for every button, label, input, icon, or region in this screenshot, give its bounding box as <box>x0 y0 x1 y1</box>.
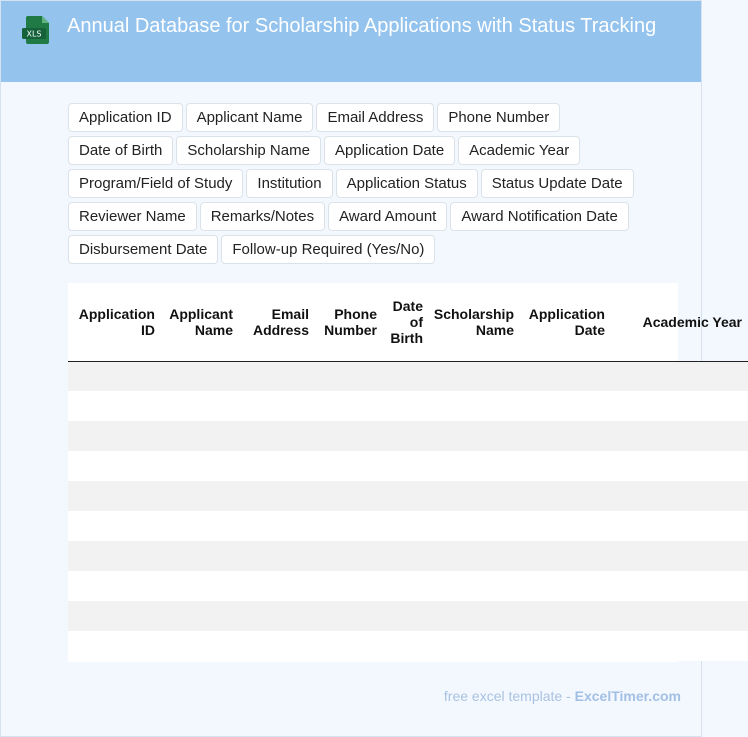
column-header: Application Date <box>520 283 611 361</box>
table-cell <box>315 631 383 661</box>
table-cell <box>315 421 383 451</box>
table-cell <box>161 481 239 511</box>
table-cell <box>68 631 161 661</box>
table-cell <box>161 421 239 451</box>
field-chip: Remarks/Notes <box>200 202 325 231</box>
table-cell <box>611 421 748 451</box>
table-cell <box>161 571 239 601</box>
table-cell <box>611 631 748 661</box>
table-cell <box>429 451 520 481</box>
table-cell <box>161 601 239 631</box>
table-cell <box>611 361 748 391</box>
table-cell <box>383 571 429 601</box>
table-cell <box>239 421 315 451</box>
table-cell <box>520 361 611 391</box>
table-row <box>68 391 748 421</box>
column-header: Email Address <box>239 283 315 361</box>
table-cell <box>520 421 611 451</box>
table-cell <box>239 601 315 631</box>
table-cell <box>383 481 429 511</box>
field-chip: Date of Birth <box>68 136 173 165</box>
field-chip: Status Update Date <box>481 169 634 198</box>
table-cell <box>383 361 429 391</box>
table-cell <box>383 631 429 661</box>
table-cell <box>161 451 239 481</box>
field-chip: Phone Number <box>437 103 560 132</box>
table-cell <box>611 481 748 511</box>
table-cell <box>520 601 611 631</box>
table-cell <box>161 631 239 661</box>
table-cell <box>520 571 611 601</box>
table-cell <box>315 541 383 571</box>
table-cell <box>239 571 315 601</box>
table-cell <box>429 541 520 571</box>
data-table <box>68 283 742 662</box>
table-cell <box>68 541 161 571</box>
table-cell <box>429 421 520 451</box>
table-cell <box>315 391 383 421</box>
column-header: Applicant Name <box>161 283 239 361</box>
table-cell <box>239 361 315 391</box>
field-chip: Institution <box>246 169 332 198</box>
table-cell <box>315 601 383 631</box>
field-chip: Application Date <box>324 136 455 165</box>
table-cell <box>239 451 315 481</box>
table-cell <box>383 421 429 451</box>
table-cell <box>161 511 239 541</box>
table-cell <box>68 451 161 481</box>
footer <box>444 688 681 704</box>
table-row <box>68 451 748 481</box>
field-chip: Scholarship Name <box>176 136 321 165</box>
field-chip: Program/Field of Study <box>68 169 243 198</box>
table-row <box>68 481 748 511</box>
table-row <box>68 571 748 601</box>
table-cell <box>429 391 520 421</box>
table-cell <box>161 391 239 421</box>
table-cell <box>315 451 383 481</box>
field-chip: Award Amount <box>328 202 447 231</box>
table-row <box>68 601 748 631</box>
field-chip: Follow-up Required (Yes/No) <box>221 235 435 264</box>
table-cell <box>68 511 161 541</box>
field-chip: Reviewer Name <box>68 202 197 231</box>
table-cell <box>383 391 429 421</box>
table-cell <box>611 541 748 571</box>
column-header: Application ID <box>68 283 161 361</box>
table-cell <box>161 541 239 571</box>
table-row <box>68 361 748 391</box>
table-cell <box>611 601 748 631</box>
table-row <box>68 511 748 541</box>
table-cell <box>383 601 429 631</box>
table-cell <box>520 391 611 421</box>
column-header: Scholarship Name <box>429 283 520 361</box>
field-chip: Email Address <box>316 103 434 132</box>
table-cell <box>520 631 611 661</box>
table-cell <box>611 571 748 601</box>
field-list <box>68 103 668 264</box>
table-cell <box>239 541 315 571</box>
table-row <box>68 631 748 661</box>
table-cell <box>429 361 520 391</box>
footer-text: free excel template - <box>443 688 575 704</box>
table-cell <box>239 391 315 421</box>
svg-text:XLS: XLS <box>26 29 42 39</box>
table-cell <box>68 391 161 421</box>
page-title: Annual Database for Scholarship Applications with Status Tracking <box>67 15 657 37</box>
table-cell <box>520 481 611 511</box>
table-cell <box>429 511 520 541</box>
table-header-row <box>68 283 748 361</box>
table-cell <box>383 451 429 481</box>
table-cell <box>611 391 748 421</box>
table-cell <box>429 631 520 661</box>
column-header: Phone Number <box>315 283 383 361</box>
table-cell <box>68 361 161 391</box>
column-header: Date of Birth <box>383 283 429 361</box>
table-row <box>68 541 748 571</box>
table-cell <box>68 601 161 631</box>
table-cell <box>239 631 315 661</box>
table-cell <box>161 361 239 391</box>
table-cell <box>611 451 748 481</box>
field-chip: Applicant Name <box>186 103 314 132</box>
table-cell <box>68 571 161 601</box>
field-chip: Disbursement Date <box>68 235 218 264</box>
field-chip: Award Notification Date <box>450 202 628 231</box>
table-cell <box>315 571 383 601</box>
table-cell <box>315 511 383 541</box>
table-cell <box>68 481 161 511</box>
table-cell <box>315 481 383 511</box>
table-cell <box>383 511 429 541</box>
footer-brand-link[interactable]: ExcelTimer.com <box>574 688 681 704</box>
field-chip: Academic Year <box>458 136 580 165</box>
column-header: Academic Year <box>611 283 748 361</box>
field-chip: Application ID <box>68 103 183 132</box>
table-cell <box>520 451 611 481</box>
table-cell <box>520 511 611 541</box>
table-cell <box>520 541 611 571</box>
table-cell <box>429 571 520 601</box>
table-cell <box>239 481 315 511</box>
table-row <box>68 421 748 451</box>
table-cell <box>239 511 315 541</box>
table-cell <box>429 601 520 631</box>
table-cell <box>429 481 520 511</box>
table-cell <box>315 361 383 391</box>
table-cell <box>383 541 429 571</box>
field-chip: Application Status <box>336 169 478 198</box>
table-cell <box>611 511 748 541</box>
table-cell <box>68 421 161 451</box>
